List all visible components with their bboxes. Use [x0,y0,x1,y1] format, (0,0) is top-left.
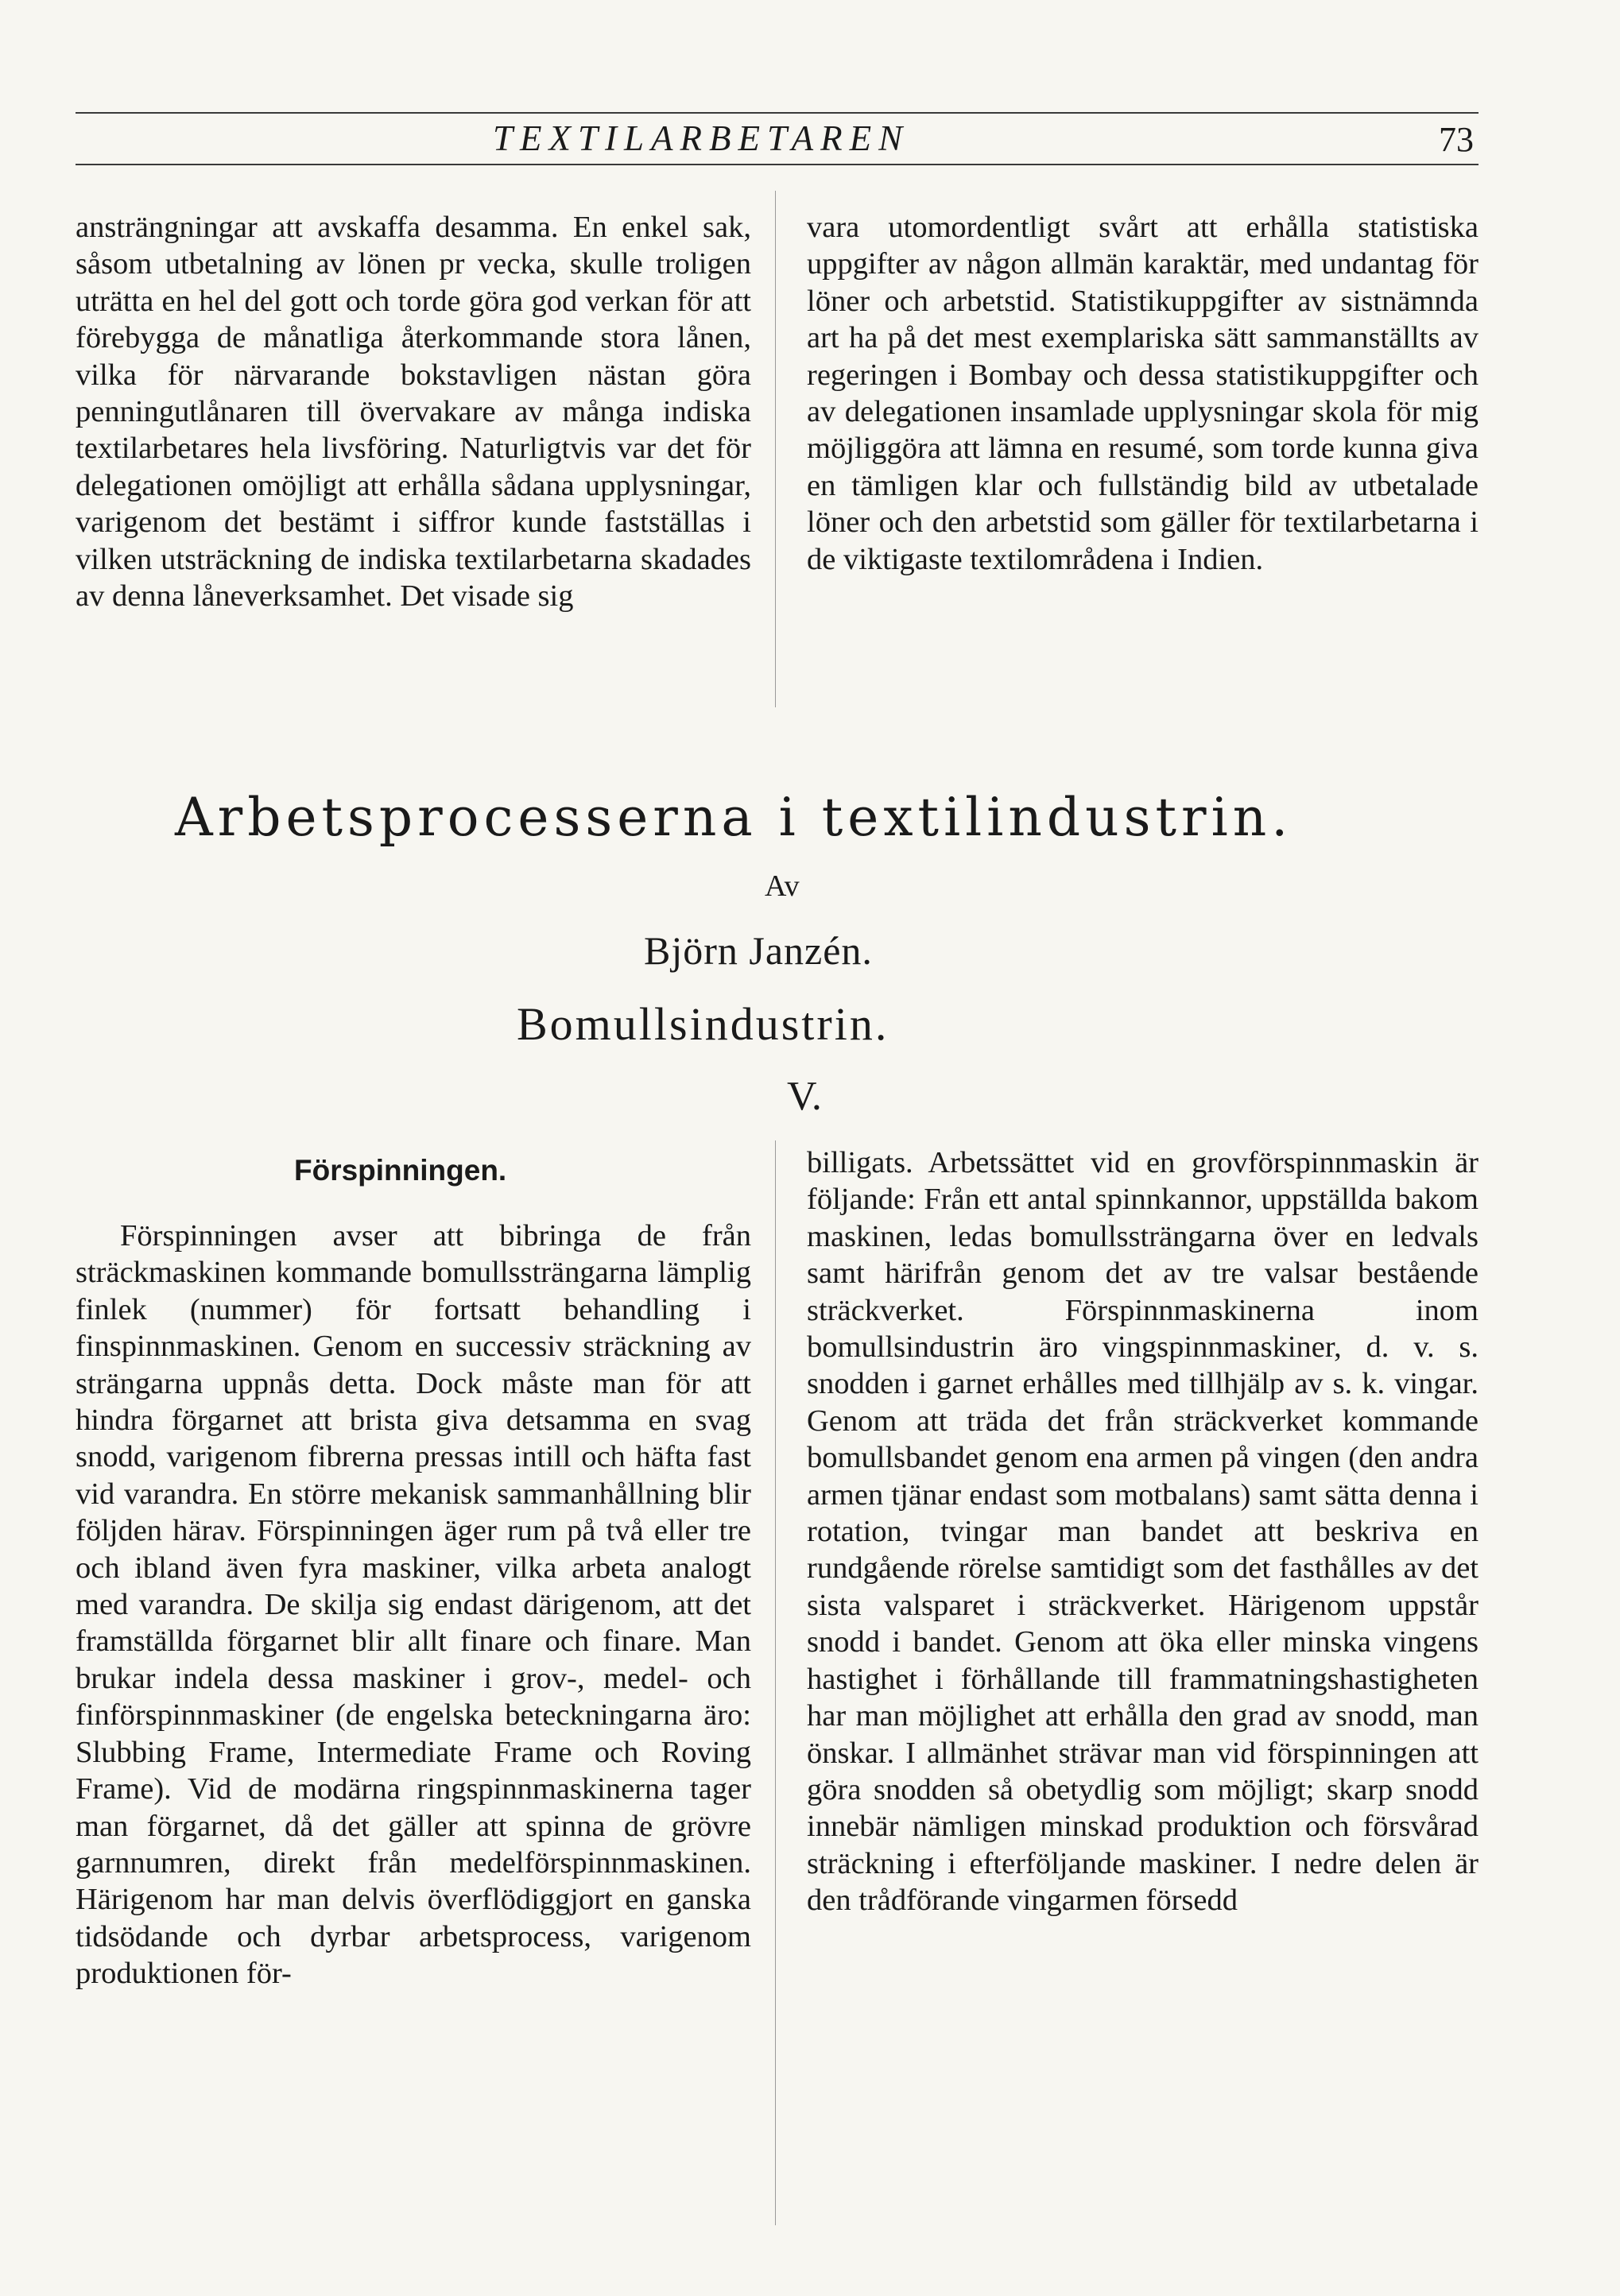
running-title: TEXTILARBETAREN [493,118,910,158]
top-right-column [807,209,1479,578]
part-number: V. [787,1074,822,1119]
subheading: Förspinningen. [294,1154,507,1187]
column-divider-top [775,191,776,707]
article-title: Arbetsprocesserna i textilindustrin. [175,787,1293,848]
article-author: Björn Janzén. [644,928,873,973]
section-title: Bomullsindustrin. [517,998,889,1050]
article-left-column [76,1218,751,1992]
top-left-column [76,209,751,614]
page-number: 73 [1439,120,1474,159]
top-left-paragraph: ansträngningar att avskaffa desamma. En enkel sak, såsom utbetalning av lönen pr vecka, skulle troligen uträtta en hel del gott och torde göra god verkan för att förebygga de månatliga återkommande stora lånen, vilka för närvarande bokstavligen nästan göra penningutlånaren till övervakare av många indiska textilarbetares hela livsföring. Naturligtvis var det för delegationen omöjligt att erhålla sådana upplysningar, varigenom det bestämt i siffror kunde fastställas i vilken utsträckning de indiska textilarbetarna skadades av denna låneverksamhet. Det visade sig [76,211,751,614]
article-left-paragraph: Förspinningen avser att bibringa de från sträckmaskinen kommande bomullssträngarna lämplig finlek (nummer) för fortsatt behandling i finspinnmaskinen. Genom en successiv sträckning av strängarna uppnås detta. Dock måste man för att hindra förgarnet att brista giva detsamma en svag snodd, varigenom fibrerna pressas intill och häfta fast vid varandra. En större mekanisk sammanhållning blir följden härav. Förspinningen äger rum på två eller tre och ibland även fyra maskiner, vilka arbeta analogt med varandra. De skilja sig endast därigenom, att det framställda förgarnet blir allt finare och finare. Man brukar indela dessa maskiner i grov-, medel- och finförspinnmaskiner (de engelska beteckningarna äro: Slubbing Frame, Intermediate Frame och Roving Frame). Vid de modärna ringspinnmaskinerna tager man förgarnet, då det gäller att spinna de grövre garnnumren, direkt från medelförspinnmaskinen. Härigenom har man delvis överflödiggjort en ganska tidsödande och dyrbar arbetsprocess, varigenom produktionen för- [76,1219,751,1991]
article-right-column [807,1144,1479,1919]
column-divider-bottom [775,1140,776,2225]
top-right-paragraph: vara utomordentligt svårt att erhålla statistiska uppgifter av någon allmän karaktär, med undantag för löner och arbetstid. Statistikuppgifter av sistnämnda art ha på det mest exemplariska sätt sammanställts av regeringen i Bombay och dessa statistikuppgifter och av delegationen insamlade upplysningar skola för mig möjliggöra att lämna en resumé, som torde kunna giva en tämligen klar och fullständig bild av utbetalade löner och den arbetstid som gäller för textilarbetarna i de viktigaste textilområdena i Indien. [807,211,1479,576]
header-rule-bottom [76,164,1479,165]
article-right-paragraph: billigats. Arbetssättet vid en grovförspinnmaskin är följande: Från ett antal spinnkannor, uppställda bakom maskinen, ledas bomullssträngarna över en ledvals samt härifrån genom det av tre valsar bestående sträckverket. Förspinnmaskinerna inom bomullsindustrin äro vingspinnmaskiner, d. v. s. snodden i garnet erhålles med tillhjälp av s. k. vingar. Genom att träda det från sträckverket kommande bomullsbandet genom ena armen på vingen (den andra armen tjänar endast som motbalans) samt sätta denna i rotation, tvingar man bandet att beskriva en rundgående rörelse samtidigt som det fasthålles av det sista valsparet i sträckverket. Härigenom uppstår snodd i bandet. Genom att öka eller minska vingens hastighet i förhållande till frammatningshastigheten har man möjlighet att erhålla den grad av snodd, man önskar. I allmänhet strävar man vid förspinningen att göra snodden så obetydlig som möjligt; skarp snodd innebär nämligen minskad produktion och försvårad sträckning i efterföljande maskiner. I nedre delen är den trådförande vingarmen försedd [807,1146,1479,1918]
header-rule-top [76,112,1479,114]
byline-prefix: Av [765,869,800,903]
